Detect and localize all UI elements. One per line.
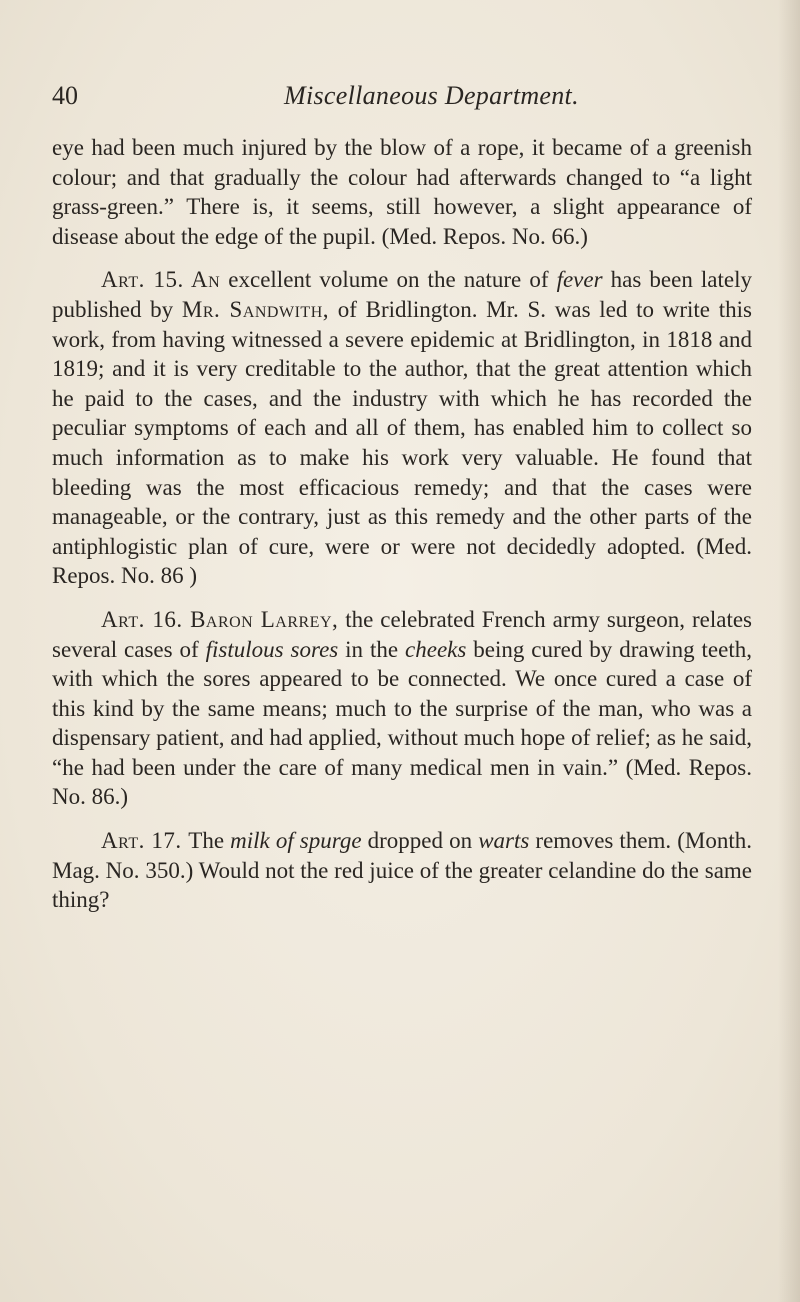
text-run: eye had been much injured by the blow of a rope, it became of a greenish colour; and that gradually the colour had afterwards changed to “a light grass-green.” There is, it seems, still however, a slight appearance of disease about the edge of the pupil. (Med. Repos. No. 66.) <box>52 135 752 249</box>
text-run: the celebrated French army surgeon, relates several cases of <box>52 606 752 662</box>
text-run: excellent volume on the nature of <box>220 267 557 293</box>
page-header <box>52 76 752 116</box>
italic-term: cheeks <box>405 636 467 662</box>
text-run: has been lately published by <box>52 267 752 322</box>
author-name: Baron Larrey, <box>190 606 339 632</box>
text-run: in the <box>338 636 406 662</box>
text-run: removes them. (Month. Mag. No. 350.) Would not the red juice of the greater celandine do the same thing? <box>52 828 753 913</box>
italic-term: milk of spurge <box>230 828 362 854</box>
text-run: dropped on <box>361 828 479 854</box>
paragraph-art-17 <box>52 826 752 915</box>
body-text <box>52 133 752 915</box>
paragraph-continuation <box>52 133 752 251</box>
paragraph-art-16 <box>52 605 752 812</box>
italic-term: fistulous sores <box>205 636 339 662</box>
article-label: Art. 15. <box>101 267 192 293</box>
author-name: Mr. Sandwith, <box>181 296 329 322</box>
article-label: Art. 16. <box>101 606 191 632</box>
text-run: The <box>188 828 231 854</box>
running-title: Miscellaneous Department. <box>284 81 579 110</box>
text-run: An <box>191 267 221 293</box>
text-run: of Bridlington. Mr. S. was led to write this work, from having witnessed a severe epidemic at Bridlington, in 1818 and 1819; and it is very creditable to the author, that the great attention which he paid to the cases, and the industry with which he has recorded the peculiar symptoms of each and all of them, has enabled him to collect so much information as to make his work very valuable. He found that bleeding was the most efficacious remedy; and that the cases were manageable, or the contrary, just as this remedy and the other parts of the antiphlogistic plan of cure, were or were not decidedly adopted. (Med. Repos. No. 86 ) <box>52 296 752 589</box>
page-edge-shadow <box>778 0 800 1302</box>
paragraph-art-15 <box>52 265 752 591</box>
text-run: being cured by drawing teeth, with which the sores appeared to be connected. We once cured a case of this kind by the same means; much to the surprise of the man, who was a dispensary patient, and had applied, without much hope of relief; as he said, “he had been under the care of many medical men in vain.” (Med. Repos. No. 86.) <box>52 636 752 810</box>
italic-term: warts <box>478 828 530 854</box>
italic-term: fever <box>556 267 603 293</box>
page-number: 40 <box>52 81 78 110</box>
article-label: Art. 17. <box>101 828 189 854</box>
